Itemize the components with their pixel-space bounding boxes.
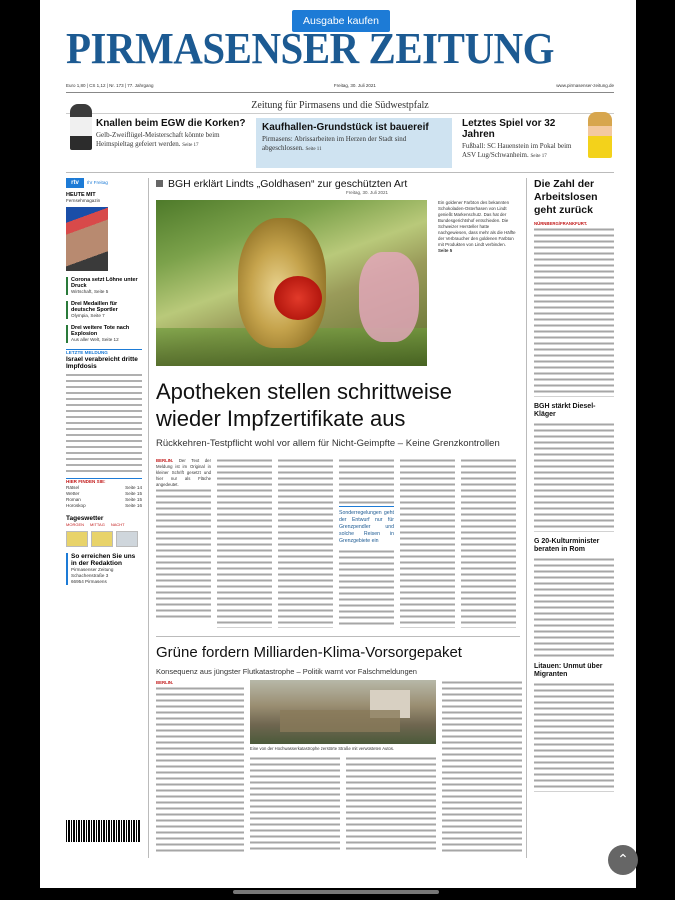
kulturminister-text bbox=[534, 557, 614, 657]
rtv-logo-icon: rtv bbox=[66, 178, 84, 188]
article-date: Freitag, 30. Juli 2021 bbox=[346, 190, 389, 195]
contact-box: So erreichen Sie uns in der Redaktion Pirmasenser Zeitung Schachenstraße 3 66954 Pirmasens bbox=[66, 553, 142, 585]
index-row[interactable]: Horoskop Seite 16 bbox=[66, 503, 142, 508]
sidebar-item-medaillen[interactable]: Drei Medaillen für deutsche Sportler Olympia, Seite 7 bbox=[66, 301, 142, 319]
tv-magazine-cover-icon bbox=[66, 207, 108, 271]
sun-icon bbox=[91, 531, 113, 547]
goldhase-text: Ein goldener Farbton des bekannten Schokoladen-Osterhasen von Lindt genießt Markenschutz. Das hat der Bundesgerichtshof entschieden. Die Schweizer Hersteller hatte nachgewiesen, dass mehr als die Hälfte der Verbraucher den goldenen Farbton mit Produkten von Lindt verbinden. Seite 5 bbox=[438, 200, 516, 253]
goldhase-photo[interactable] bbox=[156, 200, 427, 366]
website-url: www.pirmasenser-zeitung.de bbox=[556, 83, 614, 88]
flood-photo[interactable] bbox=[250, 680, 436, 744]
teaser-left[interactable] bbox=[96, 118, 251, 150]
klima-body-mid bbox=[250, 756, 436, 856]
masthead-title: PIRMASENSER ZEITUNG bbox=[66, 24, 554, 73]
litauen-headline[interactable]: Litauen: Unmut über Migranten bbox=[534, 663, 603, 678]
scroll-up-icon[interactable]: ⌃ bbox=[608, 845, 638, 875]
divider bbox=[66, 172, 614, 173]
sidebar-item-explosion[interactable]: Drei weitere Tote nach Explosion Aus aller Welt, Seite 12 bbox=[66, 325, 142, 343]
impfzertifikate-subline: Rückkehren-Testpflicht wohl vor allem für Nicht-Geimpfte – Keine Grenzkontrollen bbox=[156, 438, 500, 449]
impfzertifikate-quote: Sonderregelungen geht der Entwurf nur für Grenzpendler und solche Reisen in Grenzgebiete ein bbox=[339, 506, 394, 545]
kulturminister-headline[interactable]: G 20-Kulturminister beraten in Rom bbox=[534, 538, 600, 553]
flood-caption: Eine von der Hochwasserkatastrophe zerstörte Straße mit verwüsteten Autos. bbox=[250, 746, 395, 751]
buy-issue-button[interactable]: Ausgabe kaufen bbox=[292, 10, 390, 32]
info-bar bbox=[66, 83, 614, 93]
newspaper-page bbox=[40, 0, 636, 888]
sun-icon bbox=[66, 531, 88, 547]
arbeitslose-headline[interactable]: Die Zahl der Arbeitslosen geht zurück bbox=[534, 178, 598, 216]
teaser-right-title: Letztes Spiel vor 32 Jahren bbox=[462, 118, 556, 140]
heute-text: Fernsehmagazin bbox=[66, 198, 101, 203]
klima-body-right bbox=[442, 680, 522, 855]
rtv-promo[interactable] bbox=[66, 178, 142, 271]
left-sidebar bbox=[66, 178, 142, 591]
tagline: Zeitung für Pirmasens und die Südwestpfalz bbox=[251, 100, 429, 111]
impfzertifikate-headline[interactable]: Apotheken stellen schrittweise wieder Impfzertifikate aus bbox=[156, 379, 452, 431]
teaser-mid[interactable] bbox=[256, 118, 452, 168]
heute-head: HEUTE MIT bbox=[66, 192, 96, 198]
teaser-right-text: Fußball: SC Hauenstein im Pokal beim ASV Lug/Schwanheim. Seite 17 bbox=[462, 142, 572, 159]
teaser-mid-text: Pirmasens: Abrissarbeiten im Herzen der Stadt sind abgeschlossen. Seite 11 bbox=[262, 135, 407, 152]
diesel-headline[interactable]: BGH stärkt Diesel-Kläger bbox=[534, 403, 596, 418]
divider bbox=[148, 178, 149, 858]
index-row[interactable]: Wetter Seite 15 bbox=[66, 491, 142, 496]
letzte-meldung[interactable]: LETZTE MELDUNG Israel verabreicht dritte Impfdosis bbox=[66, 349, 142, 472]
player-photo-left bbox=[70, 104, 92, 150]
israel-text-block bbox=[66, 372, 142, 472]
teaser-right[interactable] bbox=[462, 118, 582, 161]
arbeitslose-text bbox=[534, 227, 614, 397]
teaser-row bbox=[66, 113, 614, 168]
weather-box: Tageswetter MORGEN MITTAG NACHT bbox=[66, 515, 142, 547]
index-box: HIER FINDEN SIE: Rätsel Seite 14 Wetter Seite 15 Roman Seite 15 Horoskop Seite 16 bbox=[66, 479, 142, 508]
cloud-icon bbox=[116, 531, 138, 547]
divider bbox=[156, 636, 520, 637]
teaser-mid-title: Kaufhallen-Grundstück ist bauereif bbox=[262, 122, 429, 133]
litauen-text bbox=[534, 682, 614, 792]
square-bullet-icon bbox=[156, 180, 163, 187]
price-info: Euro 1,80 | CS 1,12 | Nr. 173 | 77. Jahrgang bbox=[66, 83, 154, 88]
article-goldhase-kicker[interactable]: BGH erklärt Lindts „Goldhasen“ zur geschützten Art bbox=[156, 178, 516, 190]
klima-body-left: BERLIN. bbox=[156, 680, 244, 855]
weather-icons bbox=[66, 531, 142, 547]
player-photo-right bbox=[588, 112, 612, 158]
sidebar-item-corona[interactable]: Corona setzt Löhne unter Druck Wirtschaft, Seite 5 bbox=[66, 277, 142, 295]
index-row[interactable]: Rätsel Seite 14 bbox=[66, 485, 142, 490]
divider bbox=[526, 178, 527, 858]
diesel-text bbox=[534, 422, 614, 532]
home-indicator[interactable] bbox=[233, 890, 439, 894]
teaser-left-title: Knallen beim EGW die Korken? bbox=[96, 118, 246, 129]
index-row[interactable]: Roman Seite 15 bbox=[66, 497, 142, 502]
rtv-label: Ihr Freitag bbox=[87, 180, 108, 185]
klima-subline: Konsequenz aus jüngster Flutkatastrophe – Politik warnt vor Falschmeldungen bbox=[156, 667, 417, 676]
teaser-left-text: Gelb-Zweiflügel-Meisterschaft könnte beim Heimspieltag gefeiert werden. Seite 17 bbox=[96, 131, 220, 148]
impfzertifikate-body: BERLIN. Der Text der Meldung ist im Original in kleiner Schrift gesetzt und hier nur als Fläche angedeutet. Sonderregelungen geht der Entwurf nur für Grenzpendler und solche Reisen in Grenzgebiete ein bbox=[156, 458, 520, 628]
klima-headline[interactable]: Grüne fordern Milliarden-Klima-Vorsorgepaket bbox=[156, 644, 462, 661]
issue-date: Freitag, 30. Juli 2021 bbox=[333, 83, 376, 88]
barcode-icon bbox=[66, 820, 140, 842]
right-column: Die Zahl der Arbeitslosen geht zurück NÜRNBERG/FRANKFURT. BGH stärkt Diesel-Kläger G 20-Kulturminister beraten in Rom Litauen: Unmut über Migranten bbox=[534, 178, 614, 792]
